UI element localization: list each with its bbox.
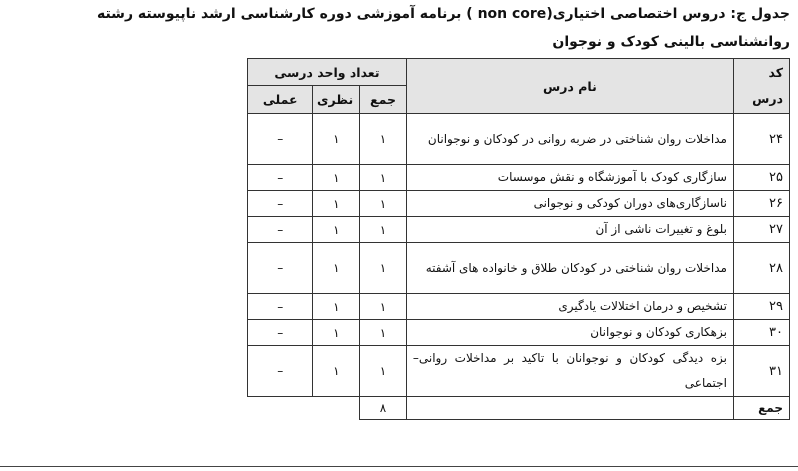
course-code: ۲۴ (733, 114, 789, 165)
course-theory: ۱ (313, 217, 360, 243)
course-code: ۲۸ (733, 243, 789, 294)
header-practical: عملی (248, 86, 313, 114)
course-name: مداخلات روان شناختی در ضربه روانی در کودکان و نوجوانان (406, 114, 733, 165)
course-practical: – (248, 346, 313, 397)
course-theory: ۱ (313, 114, 360, 165)
course-practical: – (248, 191, 313, 217)
course-practical: – (248, 217, 313, 243)
header-code: کد درس (733, 59, 789, 114)
course-practical: – (248, 243, 313, 294)
course-practical: – (248, 114, 313, 165)
courses-table (247, 58, 790, 420)
table-row (248, 165, 790, 191)
table-title-line-2: روانشناسی بالینی کودک و نوجوان (552, 34, 790, 50)
total-blank (313, 397, 360, 420)
header-units-group: تعداد واحد درسی (248, 59, 407, 86)
header-theory: نظری (313, 86, 360, 114)
course-total: ۱ (360, 320, 407, 346)
course-practical: – (248, 165, 313, 191)
course-name: بزهکاری کودکان و نوجوانان (406, 320, 733, 346)
total-blank (248, 397, 313, 420)
course-total: ۱ (360, 243, 407, 294)
table-row (248, 217, 790, 243)
bottom-rule (0, 466, 798, 467)
course-total: ۱ (360, 217, 407, 243)
course-theory: ۱ (313, 191, 360, 217)
course-code: ۳۱ (733, 346, 789, 397)
total-name-blank (406, 397, 733, 420)
course-theory: ۱ (313, 320, 360, 346)
course-practical: – (248, 294, 313, 320)
table-row (248, 243, 790, 294)
course-name: ناسازگاری‌های دوران کودکی و نوجوانی (406, 191, 733, 217)
table-row (248, 346, 790, 397)
course-name: سازگاری کودک با آموزشگاه و نقش موسسات (406, 165, 733, 191)
course-theory: ۱ (313, 294, 360, 320)
course-name: مداخلات روان شناختی در کودکان طلاق و خانواده های آشفته (406, 243, 733, 294)
course-name: تشخیص و درمان اختلالات یادگیری (406, 294, 733, 320)
course-theory: ۱ (313, 165, 360, 191)
course-total: ۱ (360, 346, 407, 397)
course-code: ۳۰ (733, 320, 789, 346)
course-total: ۱ (360, 191, 407, 217)
course-theory: ۱ (313, 243, 360, 294)
total-row (248, 397, 790, 420)
header-name: نام درس (406, 59, 733, 114)
course-code: ۲۷ (733, 217, 789, 243)
course-total: ۱ (360, 114, 407, 165)
course-practical: – (248, 320, 313, 346)
total-label: جمع (733, 397, 789, 420)
table-row (248, 191, 790, 217)
table-row (248, 294, 790, 320)
course-code: ۲۹ (733, 294, 789, 320)
table-title-line-1: جدول ج: دروس اختصاصی اختیاری(non core ) برنامه آموزشی دوره کارشناسی ارشد ناپیوسته رشته (96, 6, 790, 22)
course-name: بلوغ و تغییرات ناشی از آن (406, 217, 733, 243)
course-code: ۲۶ (733, 191, 789, 217)
table-row (248, 320, 790, 346)
course-code: ۲۵ (733, 165, 789, 191)
total-value: ۸ (360, 397, 407, 420)
course-name: بزه دیدگی کودکان و نوجوانان با تاکید بر مداخلات روانی– اجتماعی (406, 346, 733, 397)
course-total: ۱ (360, 165, 407, 191)
table-row (248, 114, 790, 165)
course-theory: ۱ (313, 346, 360, 397)
header-total: جمع (360, 86, 407, 114)
course-total: ۱ (360, 294, 407, 320)
